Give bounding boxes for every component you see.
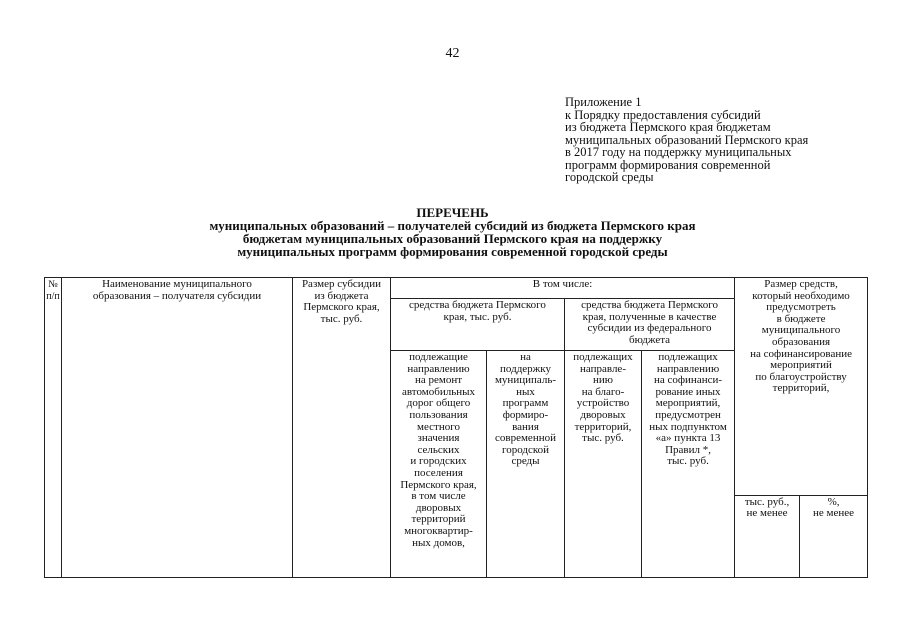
header-number: № п/п	[45, 278, 62, 578]
header-including: В том числе:	[391, 278, 735, 299]
header-federal-funds: средства бюджета Пермского края, полученные в качестве субсидии из федерального бюджета	[565, 299, 735, 351]
header-cofinance-thousand-rub: тыс. руб., не менее	[735, 495, 800, 577]
title-subheading: муниципальных образований – получателей субсидий из бюджета Пермского края бюджетам муниципальных образований Пермского края на поддержку муниципальных программ формирования современной городской среды	[209, 218, 696, 259]
header-municipality-name: Наименование муниципального образования – получателя субсидии	[62, 278, 293, 578]
page-number: 42	[445, 46, 460, 61]
header-regional-funds: средства бюджета Пермского края, тыс. руб.	[391, 299, 565, 351]
header-cofinancing: Размер средств, который необходимо предусмотреть в бюджете муниципального образования на софинансированиe мероприятий по благоустройству территорий,	[735, 278, 868, 496]
header-subsidy-amount: Размер субсидии из бюджета Пермского края, тыс. руб.	[293, 278, 391, 578]
header-cofinance-percent: %, не менее	[800, 495, 868, 577]
header-roads-repair: подлежащие направлению на ремонт автомобильных дорог общего пользования местного значения сельских и городских поселения Пермского края, в том числе дворовых территорий многоквартир- ных домов,	[391, 351, 487, 578]
title-heading: ПЕРЕЧЕНЬ	[416, 205, 489, 220]
appendix-note: Приложение 1 к Порядку предоставления субсидий из бюджета Пермского края бюджетам муниципальных образований Пермского края в 2017 году на поддержку муниципальных программ формирования современной городской среды	[565, 95, 809, 184]
recipients-table	[44, 277, 868, 578]
header-yard-improvement: подлежащих направле- нию на благо- устройство дворовых территорий, тыс. руб.	[565, 351, 642, 578]
header-urban-programs: на поддержку муниципаль- ных программ формиро- вания современной городской среды	[487, 351, 565, 578]
header-other-measures: подлежащих направлению на софинанси- рование иных мероприятий, предусмотрен ных подпунктом «а» пункта 13 Правил *, тыс. руб.	[642, 351, 735, 578]
document-title	[0, 206, 905, 258]
